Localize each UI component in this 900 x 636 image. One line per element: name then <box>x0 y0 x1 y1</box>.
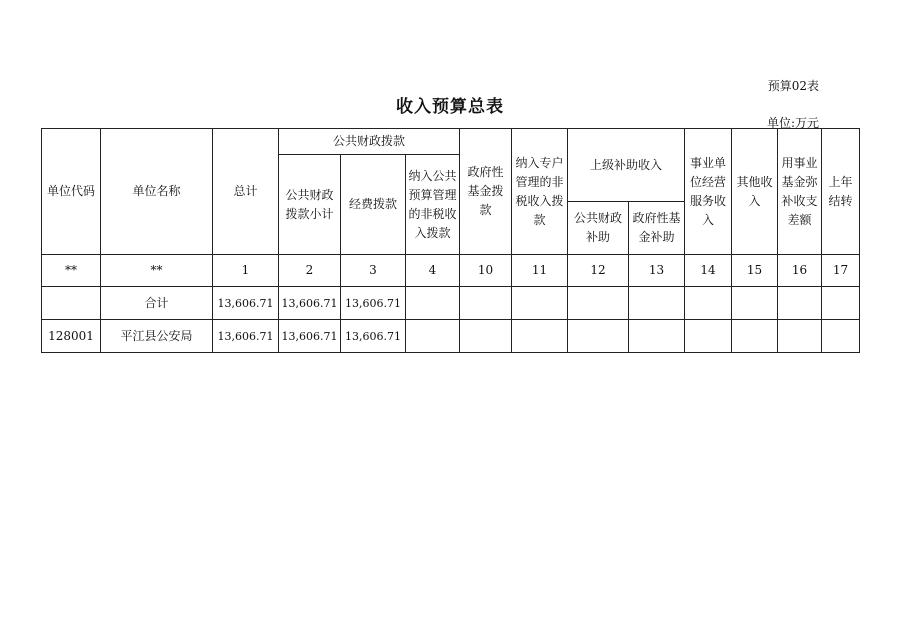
unit-code-cell <box>42 287 101 320</box>
value-cell <box>732 320 778 353</box>
group-header-public-finance: 公共财政拨款 <box>279 129 460 155</box>
unit-name-cell: 平江县公安局 <box>101 320 213 353</box>
unit-label: 单位:万元 <box>766 116 819 130</box>
index-cell: 16 <box>778 255 822 287</box>
unit-name-cell: 合计 <box>101 287 213 320</box>
index-cell: ** <box>101 255 213 287</box>
unit-code-cell: 128001 <box>42 320 101 353</box>
index-row <box>42 255 860 287</box>
col-header-nontax-special: 纳入专户管理的非税收入拨款 <box>512 129 568 255</box>
table-row-unit <box>42 320 860 353</box>
value-cell <box>512 287 568 320</box>
index-cell: ** <box>42 255 101 287</box>
value-cell <box>460 287 512 320</box>
value-cell <box>629 287 685 320</box>
value-cell <box>512 320 568 353</box>
value-cell: 13,606.71 <box>279 320 341 353</box>
index-cell: 14 <box>685 255 732 287</box>
page-title: 收入预算总表 <box>396 97 504 117</box>
col-header-sub-gov-fund: 政府性基金补助 <box>629 202 685 255</box>
table-row-total <box>42 287 860 320</box>
value-cell: 13,606.71 <box>341 287 406 320</box>
value-cell: 13,606.71 <box>279 287 341 320</box>
value-cell <box>778 287 822 320</box>
income-budget-table <box>41 128 860 353</box>
index-cell: 3 <box>341 255 406 287</box>
col-header-gov-fund: 政府性基金拨款 <box>460 129 512 255</box>
index-cell: 2 <box>279 255 341 287</box>
value-cell <box>629 320 685 353</box>
value-cell <box>406 320 460 353</box>
col-header-nontax-in-budget: 纳入公共预算管理的非税收入拨款 <box>406 155 460 255</box>
index-cell: 11 <box>512 255 568 287</box>
col-header-unit-code: 单位代码 <box>42 129 101 255</box>
col-header-carryover: 上年结转 <box>822 129 860 255</box>
value-cell <box>778 320 822 353</box>
value-cell: 13,606.71 <box>213 287 279 320</box>
value-cell <box>732 287 778 320</box>
value-cell <box>685 320 732 353</box>
index-cell: 13 <box>629 255 685 287</box>
index-cell: 17 <box>822 255 860 287</box>
group-header-superior-subsidy: 上级补助收入 <box>568 129 685 202</box>
value-cell <box>685 287 732 320</box>
index-cell: 12 <box>568 255 629 287</box>
col-header-unit-name: 单位名称 <box>101 129 213 255</box>
index-cell: 15 <box>732 255 778 287</box>
col-header-sub-public: 公共财政补助 <box>568 202 629 255</box>
value-cell <box>568 287 629 320</box>
form-number: 预算02表 <box>767 79 819 93</box>
col-header-pf-subtotal: 公共财政拨款小计 <box>279 155 341 255</box>
index-cell: 10 <box>460 255 512 287</box>
col-header-other-income: 其他收入 <box>732 129 778 255</box>
col-header-fund-allocation: 经费拨款 <box>341 155 406 255</box>
value-cell: 13,606.71 <box>213 320 279 353</box>
value-cell <box>406 287 460 320</box>
col-header-total: 总计 <box>213 129 279 255</box>
value-cell <box>568 320 629 353</box>
col-header-fund-supplement: 用事业基金弥补收支差额 <box>778 129 822 255</box>
index-cell: 4 <box>406 255 460 287</box>
index-cell: 1 <box>213 255 279 287</box>
value-cell: 13,606.71 <box>341 320 406 353</box>
value-cell <box>822 320 860 353</box>
value-cell <box>822 287 860 320</box>
value-cell <box>460 320 512 353</box>
col-header-business-income: 事业单位经营服务收入 <box>685 129 732 255</box>
